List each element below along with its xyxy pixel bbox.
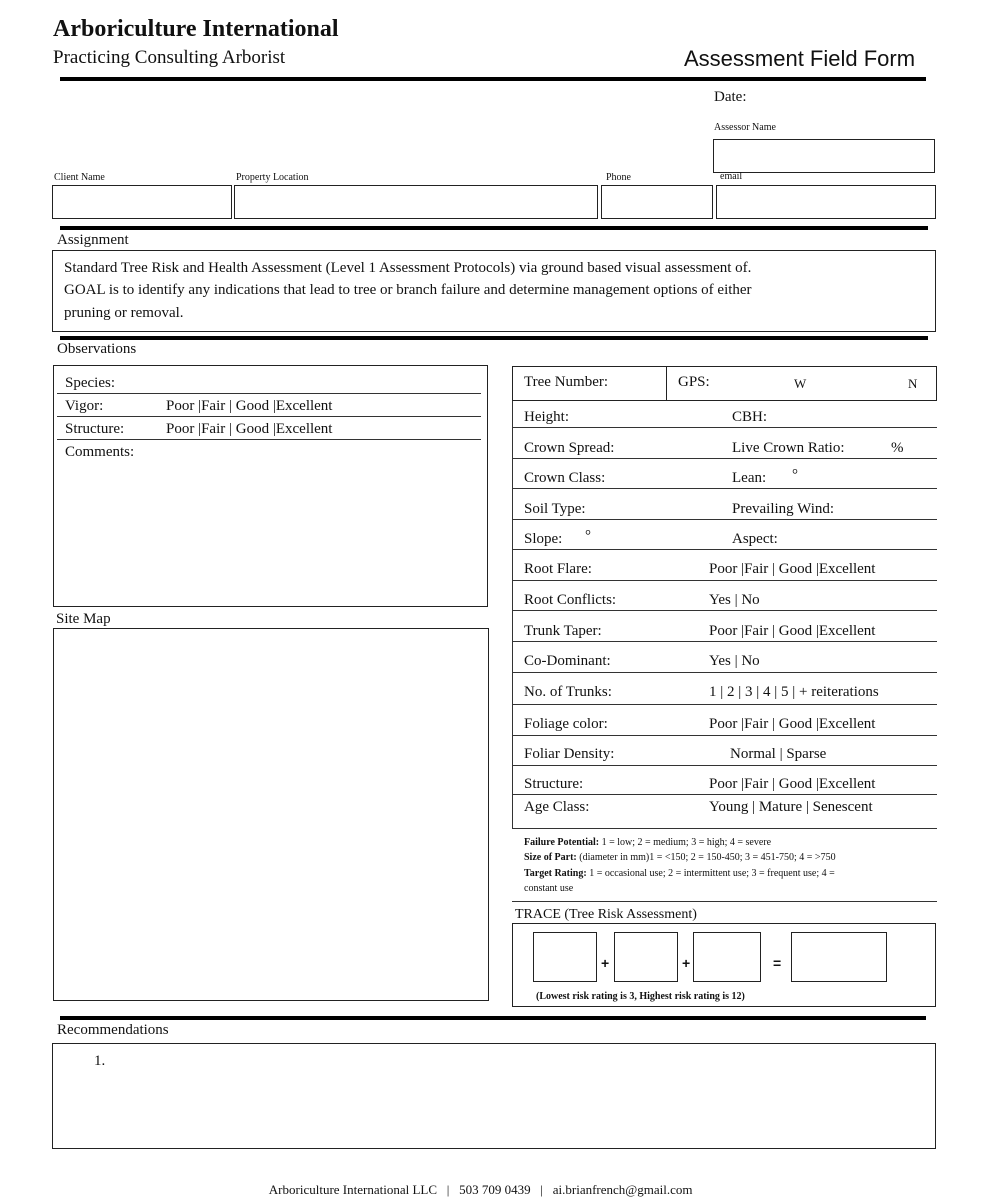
legend-target-text: 1 = occasional use; 2 = intermittent use; 3 = frequent use; 4 =: [586, 868, 835, 879]
root-conflicts-options[interactable]: Yes | No: [709, 592, 760, 608]
row-line-height: [512, 427, 937, 428]
legend-target-cont: constant use: [524, 883, 574, 894]
trunk-taper-options[interactable]: Poor |Fair | Good |Excellent: [709, 623, 876, 639]
legend-size-text: (diameter in mm)1 = <150; 2 = 150-450; 3 = 451-750; 4 = >750: [576, 852, 836, 863]
trunk-taper-label: Trunk Taper:: [524, 623, 602, 639]
obs-structure-label: Structure:: [65, 421, 125, 437]
footer-separator-1: |: [446, 1182, 450, 1197]
org-subtitle: Practicing Consulting Arborist: [53, 47, 286, 68]
age-class-options[interactable]: Young | Mature | Senescent: [709, 799, 873, 815]
slope-degree: °: [585, 528, 591, 544]
row-line-foliar-density: [512, 765, 937, 766]
trace-equals: =: [773, 955, 782, 971]
trace-total-input[interactable]: [791, 932, 887, 982]
foliar-density-label: Foliar Density:: [524, 746, 615, 762]
assignment-heading: Assignment: [57, 232, 129, 248]
phone-label: Phone: [606, 172, 631, 183]
client-name-field[interactable]: [52, 185, 232, 219]
crown-class-label: Crown Class:: [524, 470, 606, 486]
footer-phone: 503 709 0439: [459, 1182, 531, 1197]
footer-separator-2: |: [540, 1182, 543, 1197]
co-dominant-options[interactable]: Yes | No: [709, 653, 760, 669]
legend-size: [524, 852, 836, 863]
assignment-line-1: Standard Tree Risk and Health Assessment (Level 1 Assessment Protocols) via ground based visual assessment of.: [64, 260, 752, 276]
row-line-crown-class: [512, 488, 937, 489]
species-label: Species:: [65, 375, 115, 391]
comments-label: Comments:: [65, 444, 135, 460]
vigor-label: Vigor:: [65, 398, 104, 414]
tree-number-label: Tree Number:: [524, 374, 609, 390]
percent-sign: %: [891, 440, 904, 456]
header-rule: [60, 77, 926, 81]
foliage-color-label: Foliage color:: [524, 716, 608, 732]
observations-rule: [60, 336, 928, 340]
tree-structure-label: Structure:: [524, 776, 584, 792]
assessor-name-label: Assessor Name: [714, 122, 776, 133]
trace-heading: TRACE (Tree Risk Assessment): [515, 907, 697, 922]
legend-failure-label: Failure Potential:: [524, 837, 600, 848]
structure-line: [57, 439, 481, 440]
date-label: Date:: [714, 89, 747, 105]
tree-structure-options[interactable]: Poor |Fair | Good |Excellent: [709, 776, 876, 792]
assignment-line-3: pruning or removal.: [64, 305, 184, 321]
root-flare-label: Root Flare:: [524, 561, 592, 577]
root-flare-options[interactable]: Poor |Fair | Good |Excellent: [709, 561, 876, 577]
species-line: [57, 393, 481, 394]
lean-label: Lean:: [732, 470, 767, 486]
gps-west: W: [794, 376, 807, 391]
trace-plus-2: +: [682, 955, 691, 971]
site-map-box[interactable]: [53, 628, 489, 1001]
property-location-label: Property Location: [236, 172, 309, 183]
trace-size-input[interactable]: [614, 932, 678, 982]
trunks-label: No. of Trunks:: [524, 684, 612, 700]
crown-spread-label: Crown Spread:: [524, 440, 615, 456]
row-line-trunk-taper: [512, 641, 937, 642]
cbh-label: CBH:: [732, 409, 768, 425]
email-label: email: [720, 171, 743, 182]
assignment-rule: [60, 226, 928, 230]
trunks-options[interactable]: 1 | 2 | 3 | 4 | 5 | + reiterations: [709, 684, 879, 700]
site-map-heading: Site Map: [56, 611, 111, 627]
vigor-line: [57, 416, 481, 417]
trace-failure-input[interactable]: [533, 932, 597, 982]
recommendation-item-number: 1.: [94, 1053, 106, 1069]
recommendations-box[interactable]: [52, 1043, 936, 1149]
legend-size-label: Size of Part:: [524, 852, 577, 863]
legend-target-label: Target Rating:: [524, 868, 587, 879]
recommendations-heading: Recommendations: [57, 1022, 169, 1038]
row-line-slope: [512, 549, 937, 550]
soil-type-label: Soil Type:: [524, 501, 586, 517]
slope-label: Slope:: [524, 531, 563, 547]
gps-label: GPS:: [678, 374, 710, 390]
gps-north: N: [908, 376, 918, 391]
footer-email[interactable]: ai.brianfrench@gmail.com: [552, 1182, 693, 1197]
form-title: Assessment Field Form: [684, 46, 916, 71]
row-line-root-conflicts: [512, 610, 937, 611]
row-line-age-class: [512, 828, 937, 829]
org-name: Arboriculture International: [53, 16, 339, 42]
assignment-line-2: GOAL is to identify any indications that lead to tree or branch failure and determine management options of either: [64, 282, 752, 298]
legend-bottom-line: [512, 901, 937, 902]
legend-failure-text: 1 = low; 2 = medium; 3 = high; 4 = severe: [599, 837, 772, 848]
trace-plus-1: +: [601, 955, 610, 971]
obs-structure-options[interactable]: Poor |Fair | Good |Excellent: [166, 421, 333, 437]
email-field[interactable]: [716, 185, 936, 219]
aspect-label: Aspect:: [732, 531, 778, 547]
legend-target: [524, 868, 835, 879]
foliage-color-options[interactable]: Poor |Fair | Good |Excellent: [709, 716, 876, 732]
client-name-label: Client Name: [54, 172, 105, 183]
live-crown-ratio-label: Live Crown Ratio:: [732, 440, 845, 456]
row-line-crown-spread: [512, 458, 937, 459]
co-dominant-label: Co-Dominant:: [524, 653, 611, 669]
row-line-structure: [512, 794, 937, 795]
footer-company: Arboriculture International LLC: [268, 1182, 438, 1197]
row-line-trunks: [512, 704, 937, 705]
lean-degree: °: [792, 467, 798, 483]
root-conflicts-label: Root Conflicts:: [524, 592, 617, 608]
row-line-co-dominant: [512, 672, 937, 673]
property-location-field[interactable]: [234, 185, 598, 219]
trace-target-input[interactable]: [693, 932, 761, 982]
row-line-root-flare: [512, 580, 937, 581]
trace-note: (Lowest risk rating is 3, Highest risk rating is 12): [536, 991, 745, 1002]
legend-failure: [524, 837, 771, 848]
foliar-density-options[interactable]: Normal | Sparse: [730, 746, 827, 762]
height-label: Height:: [524, 409, 569, 425]
age-class-label: Age Class:: [524, 799, 590, 815]
details-left-border: [512, 401, 513, 828]
vigor-options[interactable]: Poor |Fair | Good |Excellent: [166, 398, 333, 414]
phone-field[interactable]: [601, 185, 713, 219]
prevailing-wind-label: Prevailing Wind:: [732, 501, 835, 517]
row-line-foliage-color: [512, 735, 937, 736]
assessor-name-field[interactable]: [713, 139, 935, 173]
row-line-soil: [512, 519, 937, 520]
observations-heading: Observations: [57, 341, 137, 357]
recommendations-rule: [60, 1016, 926, 1020]
footer: [263, 1166, 693, 1198]
